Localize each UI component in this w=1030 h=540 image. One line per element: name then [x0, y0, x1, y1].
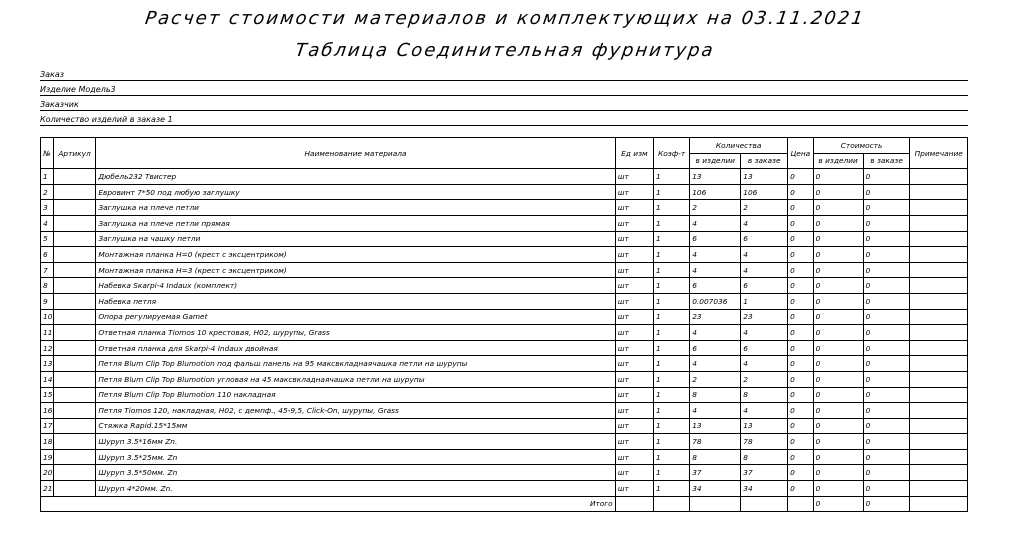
row-name: Евровинт 7*50 под любую заглушку	[96, 184, 615, 200]
row-cost-order: 0	[863, 465, 910, 481]
row-note	[910, 200, 968, 216]
row-cost-order: 0	[863, 356, 910, 372]
row-qty-order: 106	[741, 184, 788, 200]
table-row	[41, 356, 968, 372]
row-qty-item: 37	[690, 465, 741, 481]
table-row	[41, 215, 968, 231]
row-qty-item: 34	[690, 481, 741, 497]
table-title: Таблица Соединительная фурнитура	[293, 40, 717, 61]
table-row	[41, 371, 968, 387]
row-coef: 1	[654, 325, 690, 341]
row-no: 3	[41, 200, 54, 216]
row-qty-item: 6	[690, 231, 741, 247]
row-name: Набевка петля	[96, 293, 615, 309]
row-qty-order: 34	[741, 481, 788, 497]
row-cost-order: 0	[863, 325, 910, 341]
row-price: 0	[788, 247, 814, 263]
row-article	[53, 169, 96, 185]
row-no: 17	[41, 418, 54, 434]
row-note	[910, 231, 968, 247]
row-cost-order: 0	[863, 184, 910, 200]
row-article	[53, 325, 96, 341]
row-price: 0	[788, 184, 814, 200]
total-note	[910, 496, 968, 512]
row-name: Петля Blum Clip Top Blumotion угловая на 45 максвкладнаячашка петли на шурупы	[96, 371, 615, 387]
row-name: Стяжка Rapid.15*15мм	[96, 418, 615, 434]
row-note	[910, 247, 968, 263]
row-coef: 1	[654, 247, 690, 263]
row-unit: шт	[615, 200, 653, 216]
row-article	[53, 215, 96, 231]
row-qty-order: 2	[741, 371, 788, 387]
row-price: 0	[788, 231, 814, 247]
row-note	[910, 387, 968, 403]
row-article	[53, 387, 96, 403]
row-article	[53, 434, 96, 450]
row-cost-order: 0	[863, 449, 910, 465]
row-qty-order: 13	[741, 169, 788, 185]
table-row	[41, 293, 968, 309]
row-cost-item: 0	[813, 418, 863, 434]
row-coef: 1	[654, 403, 690, 419]
document-title: Расчет стоимости материалов и комплектующих на 03.11.2021	[143, 8, 867, 29]
header-no: №	[41, 138, 54, 169]
row-article	[53, 309, 96, 325]
row-no: 16	[41, 403, 54, 419]
table-row	[41, 403, 968, 419]
row-name: Ответная планка для Skarpi-4 Indaux двойная	[96, 340, 615, 356]
table-row	[41, 434, 968, 450]
row-cost-order: 0	[863, 200, 910, 216]
row-coef: 1	[654, 278, 690, 294]
row-note	[910, 371, 968, 387]
row-qty-item: 4	[690, 247, 741, 263]
row-qty-item: 78	[690, 434, 741, 450]
row-coef: 1	[654, 169, 690, 185]
row-no: 2	[41, 184, 54, 200]
row-cost-item: 0	[813, 325, 863, 341]
row-cost-order: 0	[863, 481, 910, 497]
row-unit: шт	[615, 465, 653, 481]
row-cost-item: 0	[813, 434, 863, 450]
row-no: 4	[41, 215, 54, 231]
row-price: 0	[788, 262, 814, 278]
row-cost-order: 0	[863, 309, 910, 325]
row-qty-order: 8	[741, 449, 788, 465]
row-coef: 1	[654, 231, 690, 247]
row-unit: шт	[615, 387, 653, 403]
row-qty-order: 1	[741, 293, 788, 309]
row-no: 15	[41, 387, 54, 403]
row-unit: шт	[615, 434, 653, 450]
row-no: 9	[41, 293, 54, 309]
row-cost-item: 0	[813, 215, 863, 231]
row-article	[53, 340, 96, 356]
row-qty-item: 8	[690, 387, 741, 403]
row-name: Шуруп 3.5*16мм Zn.	[96, 434, 615, 450]
row-cost-order: 0	[863, 278, 910, 294]
row-unit: шт	[615, 293, 653, 309]
row-cost-item: 0	[813, 481, 863, 497]
header-cost: Стоимость	[813, 138, 910, 154]
row-unit: шт	[615, 278, 653, 294]
materials-table	[40, 137, 968, 512]
row-article	[53, 371, 96, 387]
row-article	[53, 403, 96, 419]
row-name: Заглушка на плече петли	[96, 200, 615, 216]
row-coef: 1	[654, 215, 690, 231]
row-price: 0	[788, 481, 814, 497]
row-cost-item: 0	[813, 387, 863, 403]
row-qty-order: 6	[741, 340, 788, 356]
row-coef: 1	[654, 262, 690, 278]
row-note	[910, 418, 968, 434]
row-cost-order: 0	[863, 340, 910, 356]
table-row	[41, 169, 968, 185]
row-qty-item: 8	[690, 449, 741, 465]
row-note	[910, 403, 968, 419]
customer-line: Заказчик	[40, 98, 968, 111]
row-unit: шт	[615, 231, 653, 247]
header-name: Наименование материала	[96, 138, 615, 169]
row-unit: шт	[615, 340, 653, 356]
table-row	[41, 481, 968, 497]
row-qty-item: 13	[690, 418, 741, 434]
count-line: Количество изделий в заказе 1	[40, 113, 968, 126]
row-unit: шт	[615, 215, 653, 231]
row-qty-item: 2	[690, 371, 741, 387]
row-unit: шт	[615, 403, 653, 419]
table-footer	[41, 496, 968, 512]
row-cost-item: 0	[813, 356, 863, 372]
row-cost-item: 0	[813, 340, 863, 356]
row-name: Шуруп 4*20мм. Zn.	[96, 481, 615, 497]
row-qty-item: 6	[690, 340, 741, 356]
row-price: 0	[788, 418, 814, 434]
row-no: 19	[41, 449, 54, 465]
row-qty-item: 13	[690, 169, 741, 185]
table-row	[41, 247, 968, 263]
row-name: Монтажная планка H=3 (крест с эксцентриком)	[96, 262, 615, 278]
row-qty-item: 23	[690, 309, 741, 325]
header-coef: Коэф-т	[654, 138, 690, 169]
total-coef	[654, 496, 690, 512]
row-no: 8	[41, 278, 54, 294]
total-row	[41, 496, 968, 512]
row-qty-order: 4	[741, 325, 788, 341]
row-name: Петля Blum Clip Top Blumotion под фальш панель на 95 максвкладнаячашка петли на шурупы	[96, 356, 615, 372]
total-cost-item: 0	[813, 496, 863, 512]
row-qty-item: 4	[690, 262, 741, 278]
row-coef: 1	[654, 340, 690, 356]
row-qty-order: 4	[741, 215, 788, 231]
row-qty-item: 6	[690, 278, 741, 294]
table-row	[41, 231, 968, 247]
row-qty-item: 0.007036	[690, 293, 741, 309]
row-article	[53, 200, 96, 216]
table-header	[41, 138, 968, 169]
header-price: Цена	[788, 138, 814, 169]
row-cost-item: 0	[813, 449, 863, 465]
row-name: Монтажная планка H=0 (крест с эксцентриком)	[96, 247, 615, 263]
row-article	[53, 449, 96, 465]
row-article	[53, 247, 96, 263]
row-qty-order: 6	[741, 278, 788, 294]
row-article	[53, 356, 96, 372]
row-qty-order: 37	[741, 465, 788, 481]
row-cost-item: 0	[813, 278, 863, 294]
row-coef: 1	[654, 293, 690, 309]
row-cost-order: 0	[863, 418, 910, 434]
row-qty-order: 4	[741, 247, 788, 263]
row-article	[53, 231, 96, 247]
row-coef: 1	[654, 465, 690, 481]
row-name: Петля Tiomos 120, накладная, H02, с демпф., 45-9,5, Click-On, шурупы, Grass	[96, 403, 615, 419]
row-price: 0	[788, 169, 814, 185]
row-qty-item: 4	[690, 325, 741, 341]
row-no: 1	[41, 169, 54, 185]
row-coef: 1	[654, 309, 690, 325]
row-price: 0	[788, 215, 814, 231]
row-no: 21	[41, 481, 54, 497]
row-no: 13	[41, 356, 54, 372]
row-price: 0	[788, 449, 814, 465]
row-no: 14	[41, 371, 54, 387]
row-note	[910, 465, 968, 481]
row-cost-item: 0	[813, 169, 863, 185]
row-coef: 1	[654, 481, 690, 497]
total-price	[788, 496, 814, 512]
row-no: 6	[41, 247, 54, 263]
row-name: Опора регулируемая Gamet	[96, 309, 615, 325]
header-qty-order: в заказе	[741, 153, 788, 169]
header-cost-item: в изделии	[813, 153, 863, 169]
row-price: 0	[788, 340, 814, 356]
table-row	[41, 449, 968, 465]
row-note	[910, 434, 968, 450]
row-cost-order: 0	[863, 215, 910, 231]
row-no: 12	[41, 340, 54, 356]
row-name: Шуруп 3.5*25мм. Zn	[96, 449, 615, 465]
row-article	[53, 465, 96, 481]
row-cost-order: 0	[863, 403, 910, 419]
product-line: Изделие Модель3	[40, 83, 968, 96]
row-note	[910, 169, 968, 185]
total-qty-item	[690, 496, 741, 512]
row-note	[910, 262, 968, 278]
row-unit: шт	[615, 262, 653, 278]
row-coef: 1	[654, 418, 690, 434]
table-row	[41, 200, 968, 216]
header-qty-item: в изделии	[690, 153, 741, 169]
row-qty-order: 13	[741, 418, 788, 434]
row-name: Заглушка на плече петли прямая	[96, 215, 615, 231]
row-coef: 1	[654, 434, 690, 450]
row-name: Ответная планка Tiomos 10 крестовая, H02, шурупы, Grass	[96, 325, 615, 341]
row-qty-item: 4	[690, 403, 741, 419]
row-price: 0	[788, 403, 814, 419]
row-unit: шт	[615, 418, 653, 434]
table-row	[41, 387, 968, 403]
row-cost-item: 0	[813, 371, 863, 387]
row-cost-order: 0	[863, 247, 910, 263]
row-no: 11	[41, 325, 54, 341]
total-unit	[615, 496, 653, 512]
table-row	[41, 465, 968, 481]
row-cost-order: 0	[863, 371, 910, 387]
row-name: Заглушка на чашку петли	[96, 231, 615, 247]
header-note: Примечание	[910, 138, 968, 169]
row-cost-item: 0	[813, 309, 863, 325]
row-cost-order: 0	[863, 262, 910, 278]
row-article	[53, 184, 96, 200]
row-no: 20	[41, 465, 54, 481]
row-cost-item: 0	[813, 184, 863, 200]
row-name: Шуруп 3.5*50мм. Zn	[96, 465, 615, 481]
row-cost-order: 0	[863, 387, 910, 403]
row-cost-order: 0	[863, 434, 910, 450]
row-name: Дюбель232 Твистер	[96, 169, 615, 185]
row-note	[910, 309, 968, 325]
row-qty-order: 4	[741, 356, 788, 372]
row-no: 7	[41, 262, 54, 278]
header-cost-order: в заказе	[863, 153, 910, 169]
row-price: 0	[788, 465, 814, 481]
row-qty-item: 4	[690, 356, 741, 372]
row-cost-item: 0	[813, 403, 863, 419]
row-article	[53, 278, 96, 294]
order-line: Заказ	[40, 68, 968, 81]
row-coef: 1	[654, 200, 690, 216]
row-note	[910, 481, 968, 497]
row-qty-order: 23	[741, 309, 788, 325]
row-note	[910, 325, 968, 341]
row-note	[910, 449, 968, 465]
table-row	[41, 278, 968, 294]
row-price: 0	[788, 293, 814, 309]
row-cost-item: 0	[813, 465, 863, 481]
row-qty-order: 6	[741, 231, 788, 247]
row-unit: шт	[615, 169, 653, 185]
row-article	[53, 293, 96, 309]
row-price: 0	[788, 434, 814, 450]
row-unit: шт	[615, 356, 653, 372]
row-cost-item: 0	[813, 262, 863, 278]
row-qty-order: 4	[741, 403, 788, 419]
table-row	[41, 262, 968, 278]
row-coef: 1	[654, 449, 690, 465]
row-cost-order: 0	[863, 169, 910, 185]
row-article	[53, 418, 96, 434]
total-cost-order: 0	[863, 496, 910, 512]
row-cost-order: 0	[863, 293, 910, 309]
row-unit: шт	[615, 247, 653, 263]
row-no: 5	[41, 231, 54, 247]
row-coef: 1	[654, 184, 690, 200]
row-no: 18	[41, 434, 54, 450]
row-name: Набевка Sкarpi-4 Indaux (комплект)	[96, 278, 615, 294]
row-note	[910, 293, 968, 309]
header-article: Артикул	[53, 138, 96, 169]
row-cost-item: 0	[813, 293, 863, 309]
table-row	[41, 184, 968, 200]
row-coef: 1	[654, 387, 690, 403]
row-qty-item: 106	[690, 184, 741, 200]
row-note	[910, 356, 968, 372]
row-cost-item: 0	[813, 231, 863, 247]
header-quantity: Количества	[690, 138, 788, 154]
row-article	[53, 262, 96, 278]
row-unit: шт	[615, 481, 653, 497]
row-note	[910, 278, 968, 294]
row-cost-order: 0	[863, 231, 910, 247]
row-unit: шт	[615, 325, 653, 341]
row-price: 0	[788, 200, 814, 216]
row-price: 0	[788, 278, 814, 294]
row-qty-item: 2	[690, 200, 741, 216]
row-note	[910, 340, 968, 356]
row-price: 0	[788, 371, 814, 387]
row-price: 0	[788, 309, 814, 325]
row-cost-item: 0	[813, 247, 863, 263]
row-article	[53, 481, 96, 497]
total-qty-order	[741, 496, 788, 512]
row-qty-item: 4	[690, 215, 741, 231]
row-note	[910, 184, 968, 200]
header-unit: Ед изм	[615, 138, 653, 169]
row-unit: шт	[615, 184, 653, 200]
row-unit: шт	[615, 371, 653, 387]
row-price: 0	[788, 387, 814, 403]
row-qty-order: 2	[741, 200, 788, 216]
row-no: 10	[41, 309, 54, 325]
row-price: 0	[788, 325, 814, 341]
table-body	[41, 169, 968, 496]
row-qty-order: 78	[741, 434, 788, 450]
table-row	[41, 418, 968, 434]
row-unit: шт	[615, 449, 653, 465]
table-row	[41, 309, 968, 325]
row-price: 0	[788, 356, 814, 372]
row-unit: шт	[615, 309, 653, 325]
total-label: Итого	[41, 496, 616, 512]
row-cost-item: 0	[813, 200, 863, 216]
table-row	[41, 340, 968, 356]
row-name: Петля Blum Clip Top Blumotion 110 накладная	[96, 387, 615, 403]
row-coef: 1	[654, 371, 690, 387]
row-note	[910, 215, 968, 231]
row-qty-order: 4	[741, 262, 788, 278]
row-coef: 1	[654, 356, 690, 372]
table-row	[41, 325, 968, 341]
row-qty-order: 8	[741, 387, 788, 403]
